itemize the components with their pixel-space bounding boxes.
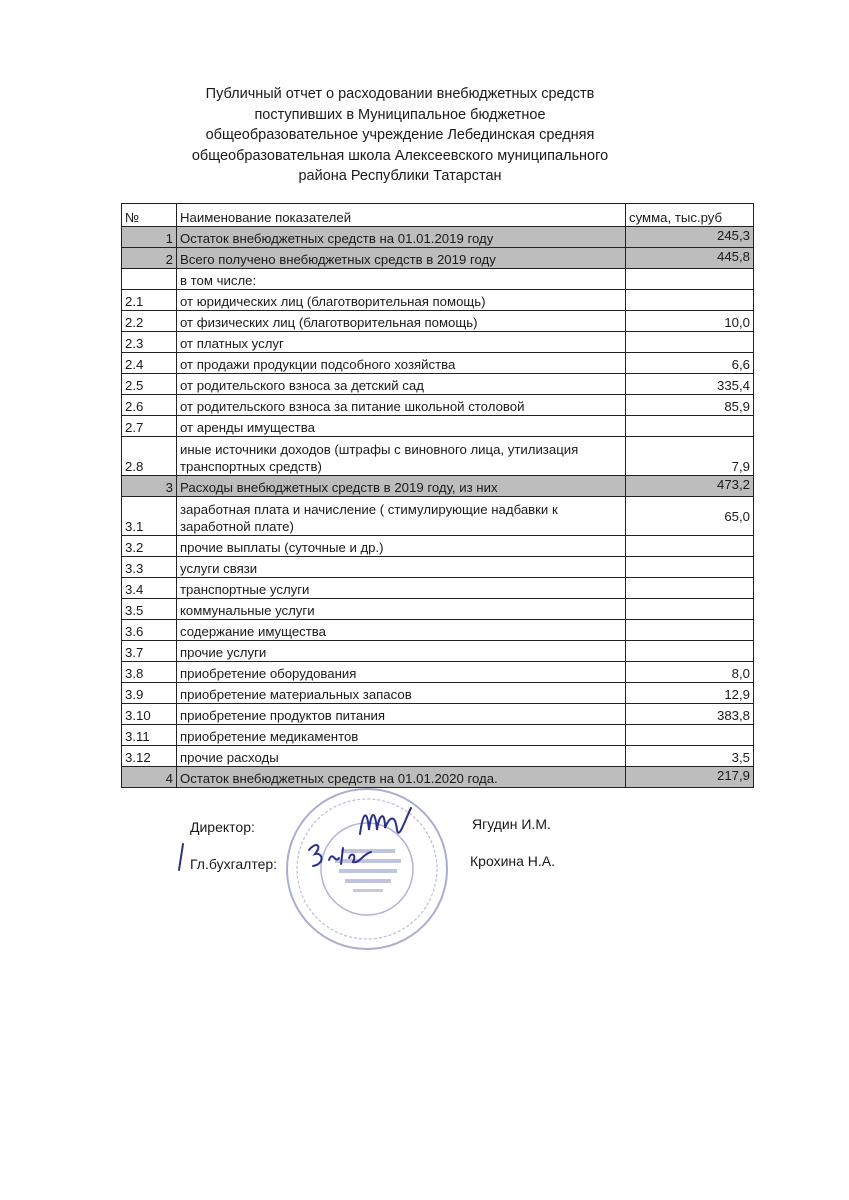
table-row <box>122 578 754 599</box>
row-num: 2.6 <box>122 395 177 416</box>
director-label: Директор: <box>190 819 255 835</box>
row-num: 4 <box>122 767 177 788</box>
row-num: 2 <box>122 248 177 269</box>
row-name: заработная плата и начисление ( стимулирующие надбавки к заработной плате) <box>177 497 626 536</box>
header-sum: сумма, тыс.руб <box>626 204 754 227</box>
table-row <box>122 374 754 395</box>
row-sum: 245,3 <box>626 227 754 248</box>
director-name: Ягудин И.М. <box>472 816 551 832</box>
table-row <box>122 269 754 290</box>
table-row <box>122 497 754 536</box>
row-num: 3.11 <box>122 725 177 746</box>
report-title <box>160 84 640 187</box>
table-header-row <box>122 204 754 227</box>
table-row <box>122 620 754 641</box>
row-num: 3.12 <box>122 746 177 767</box>
accountant-label: Гл.бухгалтер: <box>190 856 278 872</box>
row-num: 3.1 <box>122 497 177 536</box>
title-line: общеобразовательное учреждение Лебединская средняя <box>205 127 595 143</box>
row-num: 2.8 <box>122 437 177 476</box>
row-num: 3.9 <box>122 683 177 704</box>
row-sum <box>626 416 754 437</box>
row-sum <box>626 641 754 662</box>
row-num: 3.4 <box>122 578 177 599</box>
row-name: коммунальные услуги <box>177 599 626 620</box>
row-num: 3.8 <box>122 662 177 683</box>
row-sum: 10,0 <box>626 311 754 332</box>
title-line: общеобразовательная школа Алексеевского муниципального <box>191 147 609 164</box>
row-name: услуги связи <box>177 557 626 578</box>
row-sum: 6,6 <box>626 353 754 374</box>
row-num: 3.7 <box>122 641 177 662</box>
row-num: 3.3 <box>122 557 177 578</box>
row-sum <box>626 578 754 599</box>
report-table <box>121 203 754 788</box>
table-row <box>122 557 754 578</box>
row-sum: 7,9 <box>626 437 754 476</box>
row-name: от родительского взноса за питание школьной столовой <box>177 395 626 416</box>
row-sum: 85,9 <box>626 395 754 416</box>
table-row <box>122 725 754 746</box>
row-name: Расходы внебюджетных средств в 2019 году, из них <box>177 476 626 497</box>
table-row <box>122 746 754 767</box>
table-row <box>122 332 754 353</box>
row-num: 2.2 <box>122 311 177 332</box>
row-name: транспортные услуги <box>177 578 626 599</box>
row-num: 2.3 <box>122 332 177 353</box>
row-name: в том числе: <box>177 269 626 290</box>
row-name: от родительского взноса за детский сад <box>177 374 626 395</box>
row-name: приобретение материальных запасов <box>177 683 626 704</box>
row-name: приобретение медикаментов <box>177 725 626 746</box>
row-sum: 383,8 <box>626 704 754 725</box>
row-name: содержание имущества <box>177 620 626 641</box>
row-sum <box>626 557 754 578</box>
table-row <box>122 599 754 620</box>
row-num: 2.7 <box>122 416 177 437</box>
row-name: прочие услуги <box>177 641 626 662</box>
row-num: 3.2 <box>122 536 177 557</box>
row-sum: 217,9 <box>626 767 754 788</box>
row-num: 1 <box>122 227 177 248</box>
row-sum <box>626 290 754 311</box>
row-num: 2.5 <box>122 374 177 395</box>
table-row <box>122 290 754 311</box>
table-row <box>122 248 754 269</box>
title-line: района Республики Татарстан <box>298 168 502 184</box>
table-row <box>122 536 754 557</box>
row-name: Остаток внебюджетных средств на 01.01.2019 году <box>177 227 626 248</box>
table-row <box>122 683 754 704</box>
table-row <box>122 704 754 725</box>
row-num: 2.4 <box>122 353 177 374</box>
row-name: приобретение оборудования <box>177 662 626 683</box>
table-row <box>122 311 754 332</box>
header-name: Наименование показателей <box>177 204 626 227</box>
row-sum <box>626 269 754 290</box>
row-name: прочие выплаты (суточные и др.) <box>177 536 626 557</box>
row-name: приобретение продуктов питания <box>177 704 626 725</box>
title-line: поступивших в Муниципальное бюджетное <box>254 106 546 123</box>
row-sum <box>626 620 754 641</box>
row-sum: 12,9 <box>626 683 754 704</box>
row-sum <box>626 536 754 557</box>
row-num: 2.1 <box>122 290 177 311</box>
row-sum <box>626 725 754 746</box>
row-name: иные источники доходов (штрафы с виновного лица, утилизация транспортных средств) <box>177 437 626 476</box>
row-name: от аренды имущества <box>177 416 626 437</box>
row-sum: 3,5 <box>626 746 754 767</box>
title-line: Публичный отчет о расходовании внебюджетных средств <box>205 86 595 102</box>
row-num: 3.10 <box>122 704 177 725</box>
row-name: от платных услуг <box>177 332 626 353</box>
row-name: прочие расходы <box>177 746 626 767</box>
table-row <box>122 641 754 662</box>
row-name: Всего получено внебюджетных средств в 2019 году <box>177 248 626 269</box>
table-row <box>122 227 754 248</box>
row-sum <box>626 599 754 620</box>
row-name: от физических лиц (благотворительная помощь) <box>177 311 626 332</box>
accountant-name: Крохина Н.А. <box>470 853 556 869</box>
row-name: от юридических лиц (благотворительная помощь) <box>177 290 626 311</box>
row-sum: 8,0 <box>626 662 754 683</box>
row-num: 3.5 <box>122 599 177 620</box>
table-row <box>122 437 754 476</box>
row-name: от продажи продукции подсобного хозяйства <box>177 353 626 374</box>
table-row <box>122 416 754 437</box>
row-sum: 445,8 <box>626 248 754 269</box>
row-num <box>122 269 177 290</box>
accountant-signature <box>305 838 375 874</box>
row-sum <box>626 332 754 353</box>
row-sum: 65,0 <box>626 497 754 536</box>
table-row <box>122 395 754 416</box>
header-num: № <box>122 204 177 227</box>
row-num: 3.6 <box>122 620 177 641</box>
row-sum: 473,2 <box>626 476 754 497</box>
row-sum: 335,4 <box>626 374 754 395</box>
table-row <box>122 353 754 374</box>
row-name: Остаток внебюджетных средств на 01.01.2020 года. <box>177 767 626 788</box>
table-row <box>122 476 754 497</box>
pen-mark <box>176 842 186 872</box>
row-num: 3 <box>122 476 177 497</box>
table-row <box>122 662 754 683</box>
